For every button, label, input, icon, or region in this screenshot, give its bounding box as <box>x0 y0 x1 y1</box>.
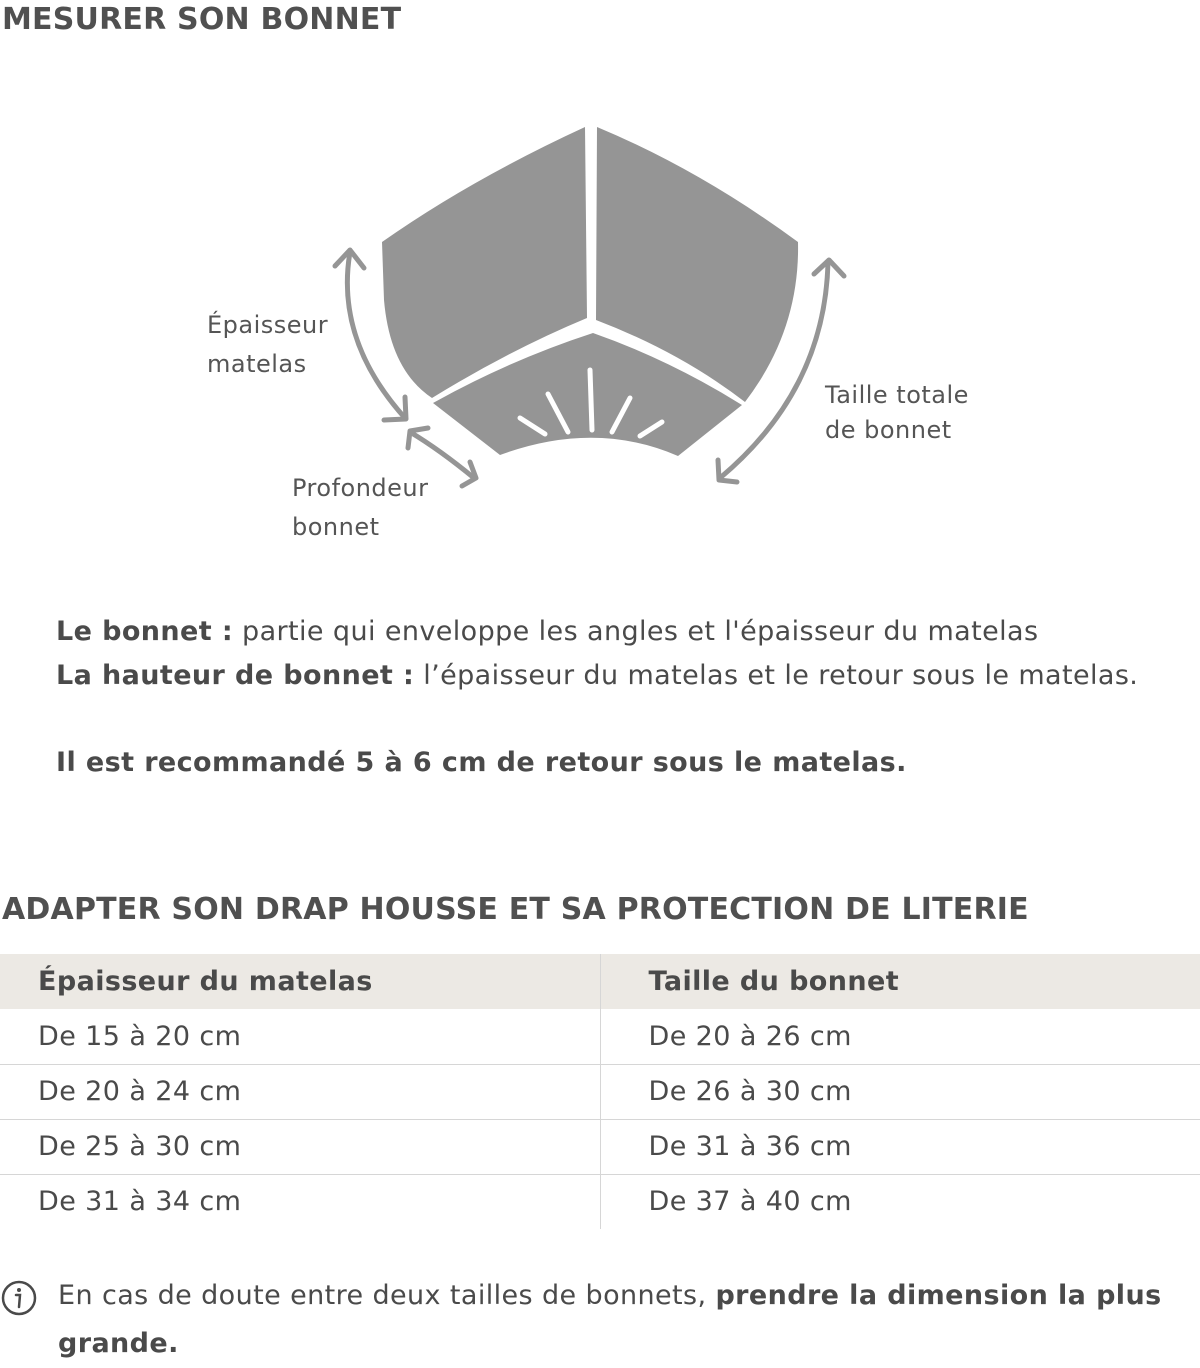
table-cell: De 31 à 36 cm <box>600 1119 1200 1174</box>
info-icon <box>1 1280 37 1316</box>
column-header-epaisseur: Épaisseur du matelas <box>0 954 600 1009</box>
recommendation-text: Il est recommandé 5 à 6 cm de retour sous le matelas. <box>56 747 907 778</box>
table-row <box>0 1174 1200 1229</box>
table-cell: De 15 à 20 cm <box>0 1009 600 1064</box>
table-cell: De 20 à 26 cm <box>648 1020 852 1052</box>
definitions-block <box>56 610 1196 785</box>
definition-hauteur: La hauteur de bonnet : l’épaisseur du matelas et le retour sous le matelas. <box>56 660 1139 691</box>
section-title-mesurer: MESURER SON BONNET <box>2 2 402 37</box>
section-title-adapter: ADAPTER SON DRAP HOUSSE ET SA PROTECTION DE LITERIE <box>2 892 1029 927</box>
label-epaisseur-matelas: Épaisseur matelas <box>207 311 329 378</box>
bonnet-diagram <box>0 100 1200 560</box>
table-row <box>0 1009 1200 1064</box>
label-taille-totale-bonnet: Taille totale de bonnet <box>825 381 969 444</box>
table-cell: De 25 à 30 cm <box>0 1119 600 1174</box>
table-row <box>0 1064 1200 1119</box>
note-text: En cas de doute entre deux tailles de bonnets, prendre la dimension la plus grande. <box>58 1280 1162 1359</box>
size-table <box>0 954 1200 1229</box>
table-cell: De 31 à 34 cm <box>0 1174 600 1229</box>
table-cell: De 20 à 24 cm <box>0 1064 600 1119</box>
table-cell: De 37 à 40 cm <box>600 1174 1200 1229</box>
table-row <box>0 1119 1200 1174</box>
label-profondeur-bonnet: Profondeur bonnet <box>292 474 429 541</box>
fitted-sheet-corner-illustration <box>0 100 1200 560</box>
table-header-row <box>0 954 1200 1009</box>
column-header-taille: Taille du bonnet <box>600 954 1200 1009</box>
definition-bonnet: Le bonnet : partie qui enveloppe les angles et l'épaisseur du matelas <box>56 616 1039 647</box>
table-cell: De 26 à 30 cm <box>600 1064 1200 1119</box>
note-emphasis: prendre la dimension la plus grande. <box>58 1280 1162 1359</box>
